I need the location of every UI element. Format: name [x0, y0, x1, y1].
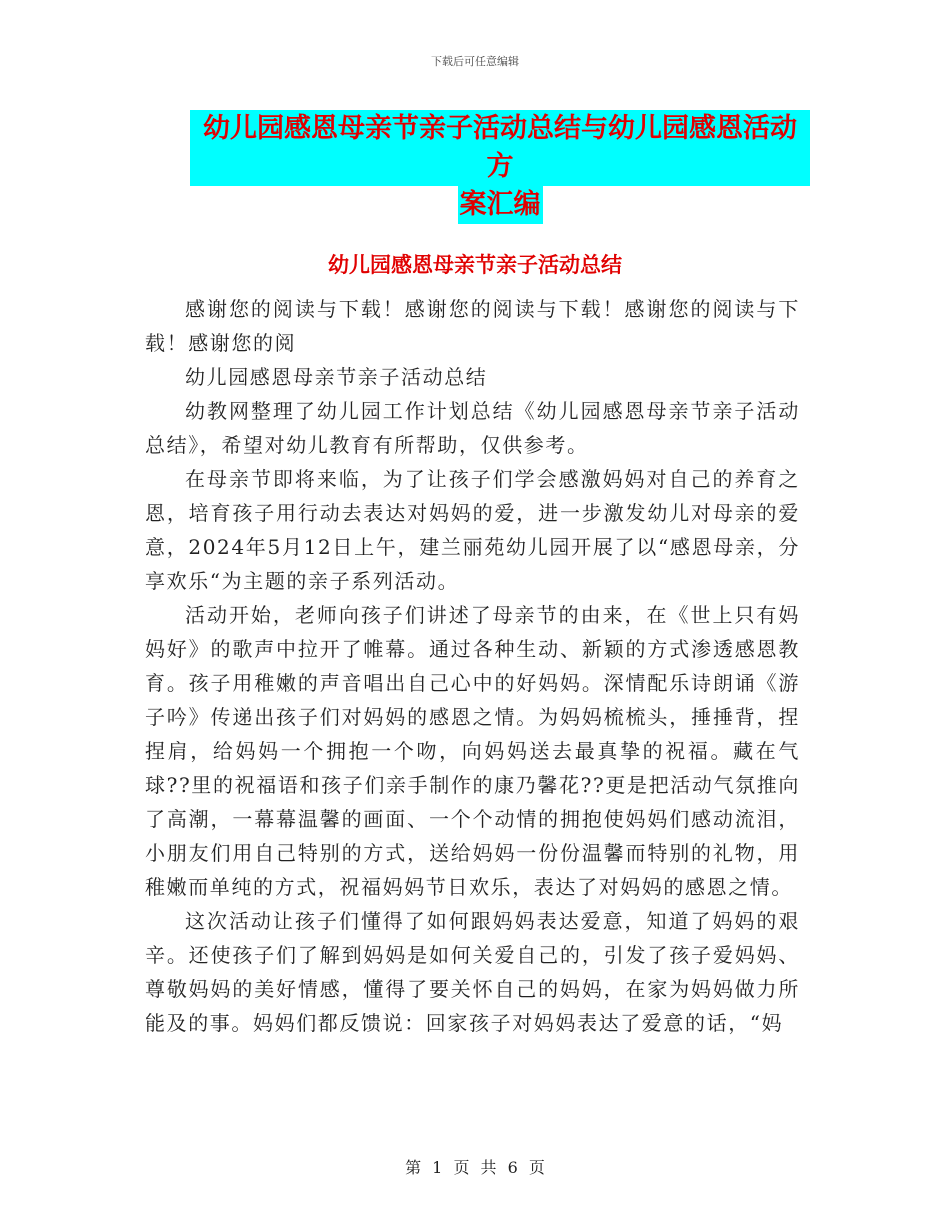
paragraph: 感谢您的阅读与下载！感谢您的阅读与下载！感谢您的阅读与下载！感谢您的阅 [145, 297, 800, 355]
paragraph: 幼教网整理了幼儿园工作计划总结《幼儿园感恩母亲节亲子活动总结》，希望对幼儿教育有所帮助，仅供参考。 [145, 399, 800, 457]
document-body [145, 292, 800, 1040]
paragraph: 幼儿园感恩母亲节亲子活动总结 [185, 365, 488, 389]
paragraph: 在母亲节即将来临，为了让孩子们学会感激妈妈对自己的养育之恩，培育孩子用行动去表达对妈妈的爱，进一步激发幼儿对母亲的爱意，2024年5月12日上午，建兰丽苑幼儿园开展了以“感恩母亲，分享欢乐“为主题的亲子系列活动。 [145, 467, 800, 593]
document-title-line-1: 幼儿园感恩母亲节亲子活动总结与幼儿园感恩活动方 [190, 110, 810, 186]
section-title: 幼儿园感恩母亲节亲子活动总结 [328, 253, 622, 277]
page-header-note: 下载后可任意编辑 [431, 55, 519, 68]
paragraph: 这次活动让孩子们懂得了如何跟妈妈表达爱意，知道了妈妈的艰辛。还使孩子们了解到妈妈是如何关爱自己的，引发了孩子爱妈妈、尊敬妈妈的美好情感，懂得了要关怀自己的妈妈，在家为妈妈做力所能及的事。妈妈们都反馈说：回家孩子对妈妈表达了爱意的话，“妈 [145, 909, 800, 1035]
document-title [190, 110, 810, 224]
document-title-line-2: 案汇编 [458, 186, 543, 224]
page-number: 第 1 页 共 6 页 [405, 1158, 545, 1177]
paragraph: 活动开始，老师向孩子们讲述了母亲节的由来，在《世上只有妈妈好》的歌声中拉开了帷幕。通过各种生动、新颖的方式渗透感恩教育。孩子用稚嫩的声音唱出自己心中的好妈妈。深情配乐诗朗诵《游子吟》传递出孩子们对妈妈的感恩之情。为妈妈梳梳头，捶捶背，捏捏肩，给妈妈一个拥抱一个吻，向妈妈送去最真挚的祝福。藏在气球??里的祝福语和孩子们亲手制作的康乃馨花??更是把活动气氛推向了高潮，一幕幕温馨的画面、一个个动情的拥抱使妈妈们感动流泪，小朋友们用自己特别的方式，送给妈妈一份份温馨而特别的礼物，用稚嫩而单纯的方式，祝福妈妈节日欢乐，表达了对妈妈的感恩之情。 [145, 603, 800, 899]
